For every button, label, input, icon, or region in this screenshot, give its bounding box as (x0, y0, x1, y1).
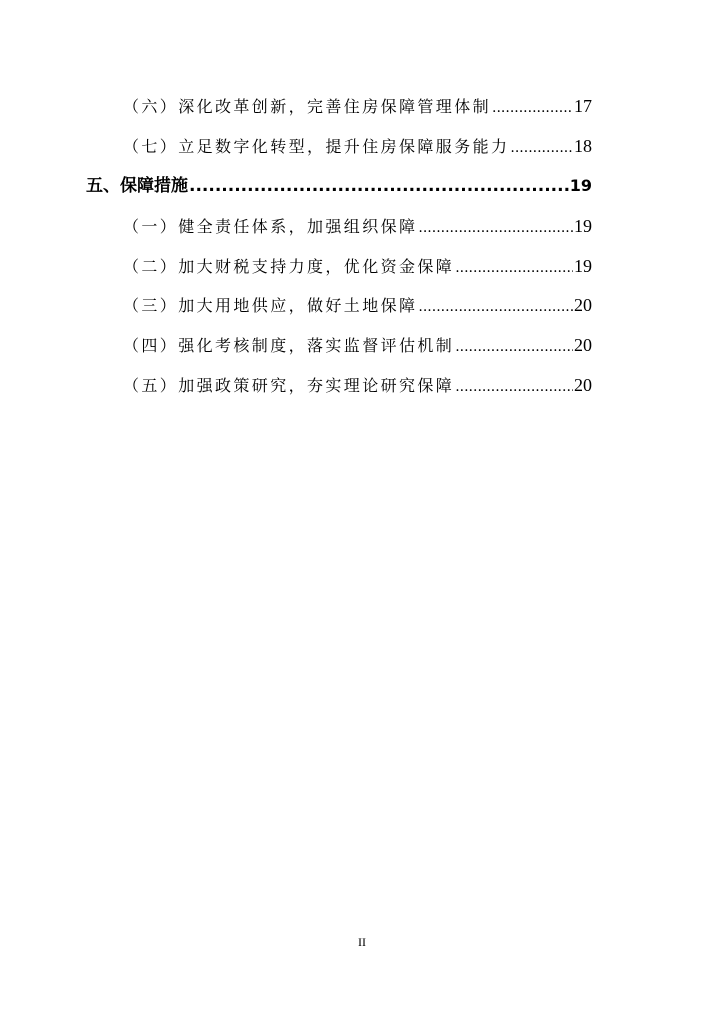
toc-entry-page: 20 (574, 295, 592, 315)
toc-entry-page: 19 (574, 256, 592, 276)
toc-entry-3[interactable] (123, 295, 592, 317)
toc-entry-2[interactable] (123, 256, 592, 278)
toc-section-5[interactable] (86, 175, 592, 197)
toc-entry-title: （四）强化考核制度，落实监督评估机制 (123, 336, 455, 355)
toc-entry-4[interactable] (123, 335, 592, 357)
toc-entry-5[interactable] (123, 375, 592, 397)
toc-entry-1[interactable] (123, 216, 592, 238)
toc-entry-title: （一）健全责任体系，加强组织保障 (123, 217, 418, 236)
toc-section-title: 五、保障措施 (86, 176, 188, 196)
dot-leader (418, 217, 573, 238)
page-number: II (358, 935, 366, 949)
toc-entry-title: （六）深化改革创新，完善住房保障管理体制 (123, 97, 492, 116)
toc-entry-page: 18 (574, 136, 592, 156)
toc-entry-6[interactable] (123, 96, 592, 118)
toc-entry-page: 20 (574, 375, 592, 395)
toc-section-page: 19 (569, 176, 592, 195)
toc-entry-title: （七）立足数字化转型，提升住房保障服务能力 (123, 137, 510, 156)
toc-entry-title: （五）加强政策研究，夯实理论研究保障 (123, 376, 455, 395)
dot-leader (189, 175, 569, 197)
dot-leader (492, 97, 573, 118)
dot-leader (455, 376, 573, 397)
toc-entry-page: 19 (574, 216, 592, 236)
toc-entry-page: 20 (574, 335, 592, 355)
toc-entry-7[interactable] (123, 136, 592, 158)
dot-leader (455, 336, 573, 357)
dot-leader (510, 137, 573, 158)
toc-entry-title: （二）加大财税支持力度，优化资金保障 (123, 257, 455, 276)
toc-entry-title: （三）加大用地供应，做好土地保障 (123, 296, 418, 315)
toc-entry-page: 17 (574, 96, 592, 116)
dot-leader (418, 296, 573, 317)
dot-leader (455, 257, 573, 278)
